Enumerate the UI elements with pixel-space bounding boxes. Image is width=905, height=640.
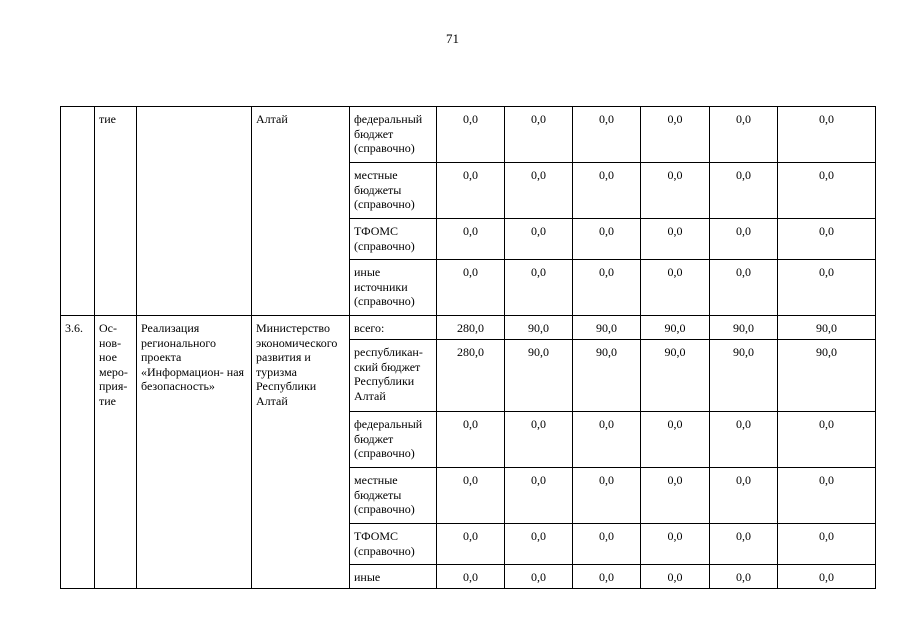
value-cell: 0,0 bbox=[437, 219, 505, 260]
value-cell: 90,0 bbox=[573, 340, 641, 412]
page-number: 71 bbox=[446, 31, 459, 46]
source-cell: ТФОМС (справочно) bbox=[350, 524, 437, 565]
value-cell: 0,0 bbox=[437, 565, 505, 589]
value-cell: 90,0 bbox=[505, 316, 573, 340]
value-cell: 0,0 bbox=[573, 219, 641, 260]
value-cell: 90,0 bbox=[778, 340, 876, 412]
value-cell: 90,0 bbox=[573, 316, 641, 340]
value-cell: 0,0 bbox=[641, 468, 710, 524]
value-cell: 0,0 bbox=[778, 468, 876, 524]
type-cell: Ос- нов- ное меро- прия- тие bbox=[95, 316, 137, 589]
value-cell: 0,0 bbox=[573, 107, 641, 163]
executor-cell: Алтай bbox=[252, 107, 350, 316]
value-cell: 0,0 bbox=[573, 524, 641, 565]
table-row bbox=[61, 316, 876, 340]
number-cell: 3.6. bbox=[61, 316, 95, 589]
value-cell: 90,0 bbox=[641, 316, 710, 340]
value-cell: 0,0 bbox=[778, 524, 876, 565]
value-cell: 0,0 bbox=[641, 524, 710, 565]
value-cell: 90,0 bbox=[641, 340, 710, 412]
value-cell: 0,0 bbox=[505, 468, 573, 524]
value-cell: 0,0 bbox=[573, 412, 641, 468]
value-cell: 90,0 bbox=[710, 340, 778, 412]
value-cell: 90,0 bbox=[710, 316, 778, 340]
value-cell: 0,0 bbox=[778, 412, 876, 468]
budget-table bbox=[60, 106, 876, 589]
value-cell: 0,0 bbox=[573, 260, 641, 316]
value-cell: 280,0 bbox=[437, 340, 505, 412]
value-cell: 0,0 bbox=[778, 107, 876, 163]
source-cell: федеральный бюджет (справочно) bbox=[350, 412, 437, 468]
value-cell: 0,0 bbox=[641, 260, 710, 316]
value-cell: 0,0 bbox=[778, 163, 876, 219]
value-cell: 280,0 bbox=[437, 316, 505, 340]
source-cell: федеральный бюджет (справочно) bbox=[350, 107, 437, 163]
value-cell: 90,0 bbox=[505, 340, 573, 412]
value-cell: 0,0 bbox=[710, 468, 778, 524]
value-cell: 0,0 bbox=[710, 524, 778, 565]
executor-cell: Министерство экономического развития и туризма Республики Алтай bbox=[252, 316, 350, 589]
value-cell: 0,0 bbox=[437, 107, 505, 163]
source-cell: ТФОМС (справочно) bbox=[350, 219, 437, 260]
type-cell: тие bbox=[95, 107, 137, 316]
name-cell bbox=[137, 107, 252, 316]
value-cell: 0,0 bbox=[505, 524, 573, 565]
value-cell: 90,0 bbox=[778, 316, 876, 340]
name-cell: Реализация регионального проекта «Информацион- ная безопасность» bbox=[137, 316, 252, 589]
value-cell: 0,0 bbox=[641, 107, 710, 163]
value-cell: 0,0 bbox=[505, 163, 573, 219]
value-cell: 0,0 bbox=[437, 524, 505, 565]
value-cell: 0,0 bbox=[505, 565, 573, 589]
value-cell: 0,0 bbox=[641, 163, 710, 219]
value-cell: 0,0 bbox=[505, 219, 573, 260]
value-cell: 0,0 bbox=[641, 219, 710, 260]
value-cell: 0,0 bbox=[710, 219, 778, 260]
value-cell: 0,0 bbox=[505, 107, 573, 163]
value-cell: 0,0 bbox=[437, 412, 505, 468]
value-cell: 0,0 bbox=[437, 468, 505, 524]
source-cell: местные бюджеты (справочно) bbox=[350, 163, 437, 219]
value-cell: 0,0 bbox=[573, 468, 641, 524]
source-cell: местные бюджеты (справочно) bbox=[350, 468, 437, 524]
value-cell: 0,0 bbox=[641, 412, 710, 468]
value-cell: 0,0 bbox=[437, 163, 505, 219]
source-cell: всего: bbox=[350, 316, 437, 340]
value-cell: 0,0 bbox=[710, 412, 778, 468]
value-cell: 0,0 bbox=[778, 219, 876, 260]
value-cell: 0,0 bbox=[573, 163, 641, 219]
value-cell: 0,0 bbox=[710, 107, 778, 163]
value-cell: 0,0 bbox=[437, 260, 505, 316]
value-cell: 0,0 bbox=[710, 565, 778, 589]
table-row bbox=[61, 107, 876, 163]
value-cell: 0,0 bbox=[505, 412, 573, 468]
value-cell: 0,0 bbox=[710, 260, 778, 316]
value-cell: 0,0 bbox=[710, 163, 778, 219]
value-cell: 0,0 bbox=[641, 565, 710, 589]
value-cell: 0,0 bbox=[778, 565, 876, 589]
source-cell: иные bbox=[350, 565, 437, 589]
value-cell: 0,0 bbox=[573, 565, 641, 589]
source-cell: иные источники (справочно) bbox=[350, 260, 437, 316]
source-cell: республикан- ский бюджет Республики Алтай bbox=[350, 340, 437, 412]
value-cell: 0,0 bbox=[778, 260, 876, 316]
value-cell: 0,0 bbox=[505, 260, 573, 316]
number-cell bbox=[61, 107, 95, 316]
